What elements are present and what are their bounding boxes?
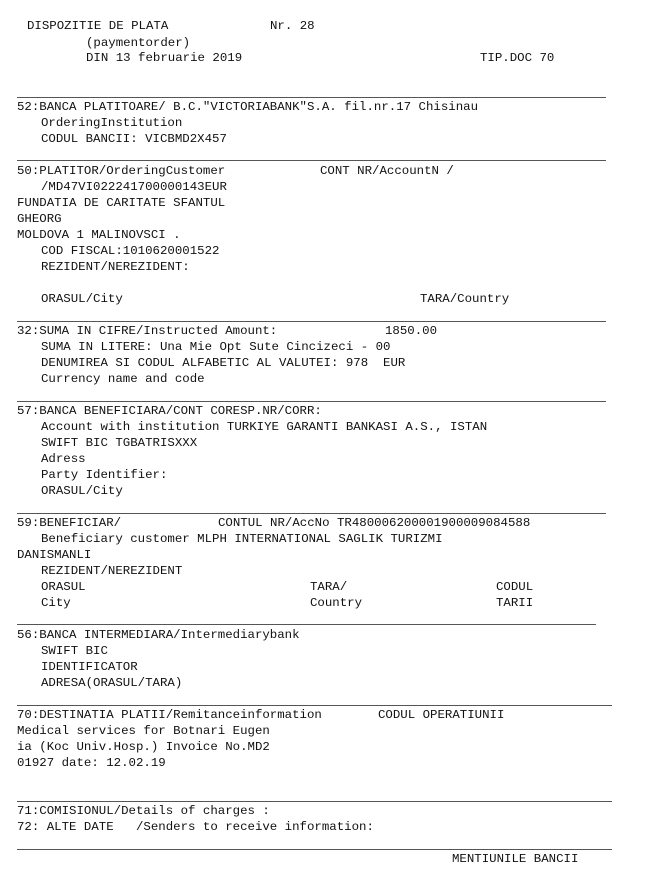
doc-type: TIP.DOC 70 bbox=[480, 51, 555, 65]
beneficiary-country-code-label-ro: TARII bbox=[496, 596, 534, 610]
party-identifier: Party Identifier: bbox=[41, 468, 168, 482]
remittance-text: 01927 date: 12.02.19 bbox=[17, 756, 166, 770]
separator bbox=[17, 160, 606, 161]
ordering-bank-code: CODUL BANCII: VICBMD2X457 bbox=[41, 132, 227, 146]
separator bbox=[17, 513, 606, 514]
separator bbox=[17, 321, 606, 322]
currency: DENUMIREA SI CODUL ALFABETIC AL VALUTEI: 978 EUR bbox=[41, 356, 406, 370]
account-number: /MD47VI022241700000143EUR bbox=[41, 180, 227, 194]
separator bbox=[17, 849, 612, 850]
intermediary-identifier: IDENTIFICATOR bbox=[41, 660, 138, 674]
separator bbox=[17, 97, 606, 98]
beneficiary-name: Beneficiary customer MLPH INTERNATIONAL SAGLIK TURIZMI bbox=[41, 532, 443, 546]
customer-address: MOLDOVA 1 MALINOVSCI . bbox=[17, 228, 181, 242]
beneficiary-country-code-label: CODUL bbox=[496, 580, 534, 594]
country-label: TARA/Country bbox=[420, 292, 510, 306]
beneficiary-account: CONTUL NR/AccNo TR480006200001900009084588 bbox=[218, 516, 531, 530]
ordering-bank-line: 52:BANCA PLATITOARE/ B.C."VICTORIABANK"S.A. fil.nr.17 Chisinau bbox=[17, 100, 479, 114]
ordering-customer-label: 50:PLATITOR/OrderingCustomer bbox=[17, 164, 226, 178]
bank-address: Adress bbox=[41, 452, 86, 466]
remittance-text: ia (Koc Univ.Hosp.) Invoice No.MD2 bbox=[17, 740, 270, 754]
bank-notes-label: MENTIUNILE BANCII bbox=[452, 852, 579, 866]
beneficiary-name: DANISMANLI bbox=[17, 548, 92, 562]
beneficiary-residency: REZIDENT/NEREZIDENT bbox=[41, 564, 183, 578]
amount-label: 32:SUMA IN CIFRE/Instructed Amount: bbox=[17, 324, 278, 338]
remittance-text: Medical services for Botnari Eugen bbox=[17, 724, 270, 738]
account-label: CONT NR/AccountN / bbox=[320, 164, 454, 178]
separator bbox=[17, 705, 612, 706]
swift-bic: SWIFT BIC TGBATRISXXX bbox=[41, 436, 198, 450]
amount-words: SUMA IN LITERE: Una Mie Opt Sute Cincizeci - 00 bbox=[41, 340, 391, 354]
beneficiary-city-label-en: City bbox=[41, 596, 71, 610]
beneficiary-label: 59:BENEFICIAR/ bbox=[17, 516, 122, 530]
doc-subtitle: (paymentorder) bbox=[86, 36, 191, 50]
fiscal-code: COD FISCAL:1010620001522 bbox=[41, 244, 220, 258]
charges-label: 71:COMISIONUL/Details of charges : bbox=[17, 804, 270, 818]
customer-name: GHEORG bbox=[17, 212, 62, 226]
intermediary-swift: SWIFT BIC bbox=[41, 644, 108, 658]
residency: REZIDENT/NEREZIDENT: bbox=[41, 260, 190, 274]
separator bbox=[17, 401, 606, 402]
separator bbox=[17, 624, 596, 625]
intermediary-address: ADRESA(ORASUL/TARA) bbox=[41, 676, 183, 690]
doc-number: Nr. 28 bbox=[270, 19, 315, 33]
beneficiary-bank-line: 57:BANCA BENEFICIARA/CONT CORESP.NR/CORR: bbox=[17, 404, 322, 418]
amount-value: 1850.00 bbox=[385, 324, 438, 338]
doc-title: DISPOZITIE DE PLATA bbox=[27, 19, 169, 33]
beneficiary-country-label-en: Country bbox=[310, 596, 363, 610]
doc-date: DIN 13 februarie 2019 bbox=[86, 51, 243, 65]
operation-code-label: CODUL OPERATIUNII bbox=[378, 708, 505, 722]
beneficiary-city-label: ORASUL bbox=[41, 580, 86, 594]
intermediary-label: 56:BANCA INTERMEDIARA/Intermediarybank bbox=[17, 628, 300, 642]
separator bbox=[17, 801, 612, 802]
beneficiary-bank-line: Account with institution TURKIYE GARANTI BANKASI A.S., ISTAN bbox=[41, 420, 488, 434]
remittance-label: 70:DESTINATIA PLATII/Remitanceinformation bbox=[17, 708, 322, 722]
other-data-label: 72: ALTE DATE /Senders to receive information: bbox=[17, 820, 374, 834]
currency-en: Currency name and code bbox=[41, 372, 205, 386]
ordering-bank-line: OrderingInstitution bbox=[41, 116, 183, 130]
beneficiary-country-label: TARA/ bbox=[310, 580, 348, 594]
city-label: ORASUL/City bbox=[41, 292, 123, 306]
bank-city: ORASUL/City bbox=[41, 484, 123, 498]
customer-name: FUNDATIA DE CARITATE SFANTUL bbox=[17, 196, 226, 210]
